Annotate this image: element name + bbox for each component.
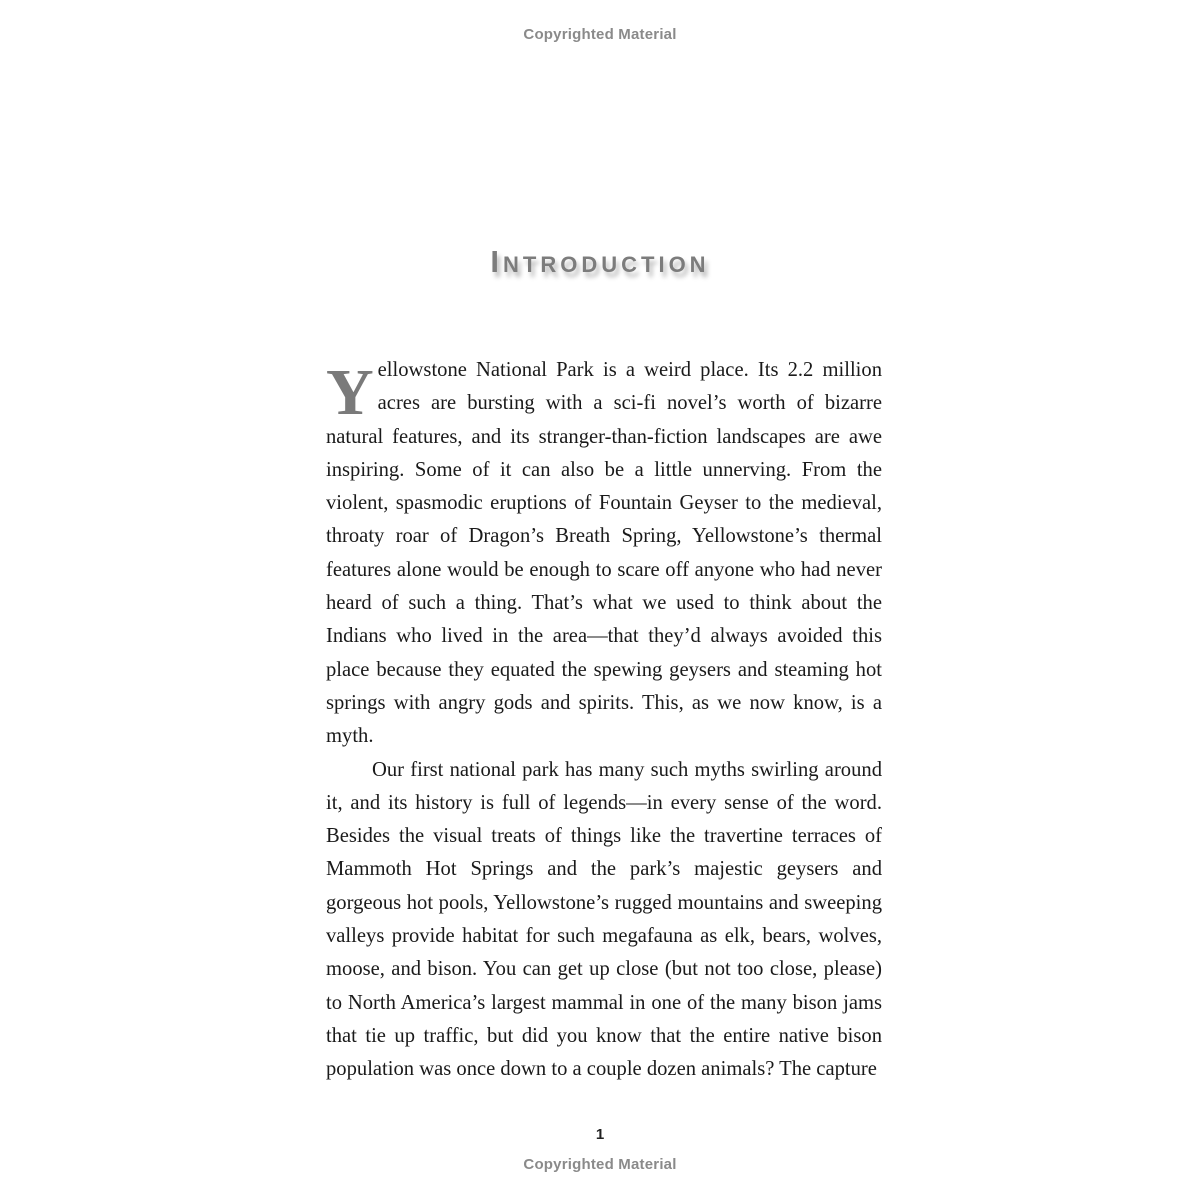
copyright-watermark-bottom: Copyrighted Material: [523, 1156, 677, 1173]
chapter-title: Introduction: [490, 244, 710, 279]
paragraph-1-text: ellowstone National Park is a weird place. Its 2.2 million acres are bursting with a sci-fi novel’s worth of bizarre natural features, and its stranger-than-fiction landscapes are awe inspiring. Some of it can also be a little unnerving. From the violent, spasmodic eruptions of Fountain Geyser to the medieval, throaty roar of Dragon’s Breath Spring, Yellowstone’s thermal features alone would be enough to scare off anyone who had never heard of such a thing. That’s what we used to think about the Indians who lived in the area—that they’d always avoided this place because they equated the spewing geysers and steaming hot springs with angry gods and spirits. This, as we now know, is a myth.: [326, 359, 882, 748]
paragraph-1: [326, 354, 882, 754]
page-number: 1: [595, 1126, 605, 1143]
drop-cap: Y: [326, 356, 374, 429]
copyright-watermark-top: Copyrighted Material: [523, 26, 677, 43]
paragraph-2: Our first national park has many such myths swirling around it, and its history is full of legends—in every sense of the word. Besides the visual treats of things like the travertine terraces of Mammoth Hot Springs and the park’s majestic geysers and gorgeous hot pools, Yellowstone’s rugged mountains and sweeping valleys provide habitat for such megafauna as elk, bears, wolves, moose, and bison. You can get up close (but not too close, please) to North America’s largest mammal in one of the many bison jams that tie up traffic, but did you know that the entire native bison population was once down to a couple dozen animals? The capture: [326, 758, 882, 1081]
body-text: [326, 354, 882, 1087]
